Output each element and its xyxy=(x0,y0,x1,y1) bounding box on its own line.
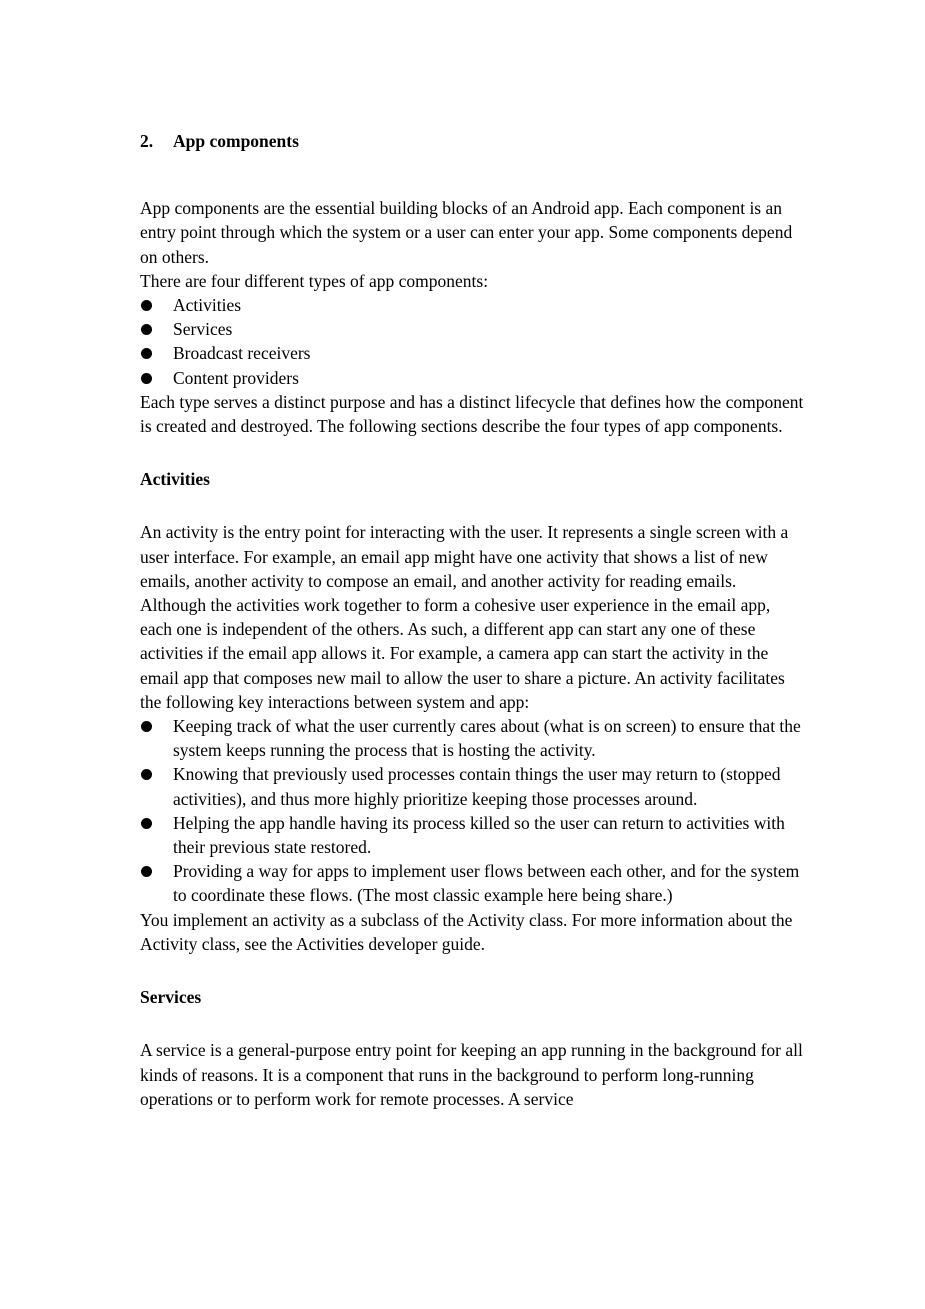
list-item-text: Broadcast receivers xyxy=(173,343,311,364)
bullet-icon xyxy=(141,818,152,829)
bullet-icon xyxy=(141,373,152,384)
list-item-text: Services xyxy=(173,319,233,340)
document-page xyxy=(140,129,805,1111)
list-item xyxy=(140,317,805,341)
services-paragraph: A service is a general-purpose entry point for keeping an app running in the background for all kinds of reasons. It is a component that runs in the background to perform long-running operations or to perform work for remote processes. A service xyxy=(140,1040,803,1109)
intro-closing: Each type serves a distinct purpose and has a distinct lifecycle that defines how the component is created and destroyed. The following sections describe the four types of app components. xyxy=(140,391,804,437)
spacer xyxy=(140,1009,805,1038)
list-item xyxy=(140,811,805,859)
types-list xyxy=(140,293,805,390)
services-heading: Services xyxy=(140,987,202,1008)
list-item xyxy=(140,341,805,365)
types-lead: There are four different types of app components: xyxy=(140,270,489,291)
bullet-icon xyxy=(141,348,152,359)
list-item xyxy=(140,293,805,317)
list-item-text: Activities xyxy=(173,295,242,316)
bullet-icon xyxy=(141,324,152,335)
list-item-text: Knowing that previously used processes contain things the user may return to (stopped activities), and thus more highly prioritize keeping those processes around. xyxy=(173,764,781,809)
spacer xyxy=(140,153,805,196)
activities-closing: You implement an activity as a subclass of the Activity class. For more information about the Activity class, see the Activities developer guide. xyxy=(140,909,793,954)
list-item-text: Content providers xyxy=(173,367,299,388)
intro-paragraph: App components are the essential building blocks of an Android app. Each component is an entry point through which the system or a user can enter your app. Some components depend on others. xyxy=(140,198,793,267)
bullet-icon xyxy=(141,721,152,732)
bullet-icon xyxy=(141,866,152,877)
bullet-icon xyxy=(141,300,152,311)
list-item xyxy=(140,859,805,907)
section-heading xyxy=(140,129,805,153)
list-item xyxy=(140,366,805,390)
spacer xyxy=(140,438,805,467)
list-item-text: Helping the app handle having its process killed so the user can return to activities with their previous state restored. xyxy=(173,812,785,858)
section-number: 2. xyxy=(140,131,154,151)
spacer xyxy=(140,491,805,520)
activities-heading: Activities xyxy=(140,469,210,490)
bullet-icon xyxy=(141,769,152,780)
activities-points-list xyxy=(140,714,805,908)
list-item xyxy=(140,762,805,810)
list-item-text: Providing a way for apps to implement user flows between each other, and for the system to coordinate these flows. (The most classic example here being share.) xyxy=(173,861,800,906)
activities-paragraph: An activity is the entry point for interacting with the user. It represents a single screen with a user interface. For example, an email app might have one activity that shows a list of new emails, another activity to compose an email, and another activity for reading emails. Although the activities work together to form a cohesive user experience in the email app, each one is independent of the others. As such, a different app can start any one of these activities if the email app allows it. For example, a camera app can start the activity in the email app that composes new mail to allow the user to share a picture. An activity facilitates the following key interactions between system and app: xyxy=(140,522,789,712)
list-item-text: Keeping track of what the user currently cares about (what is on screen) to ensure that the system keeps running the process that is hosting the activity. xyxy=(173,716,801,761)
spacer xyxy=(140,956,805,985)
section-title: App components xyxy=(173,131,299,151)
list-item xyxy=(140,714,805,762)
